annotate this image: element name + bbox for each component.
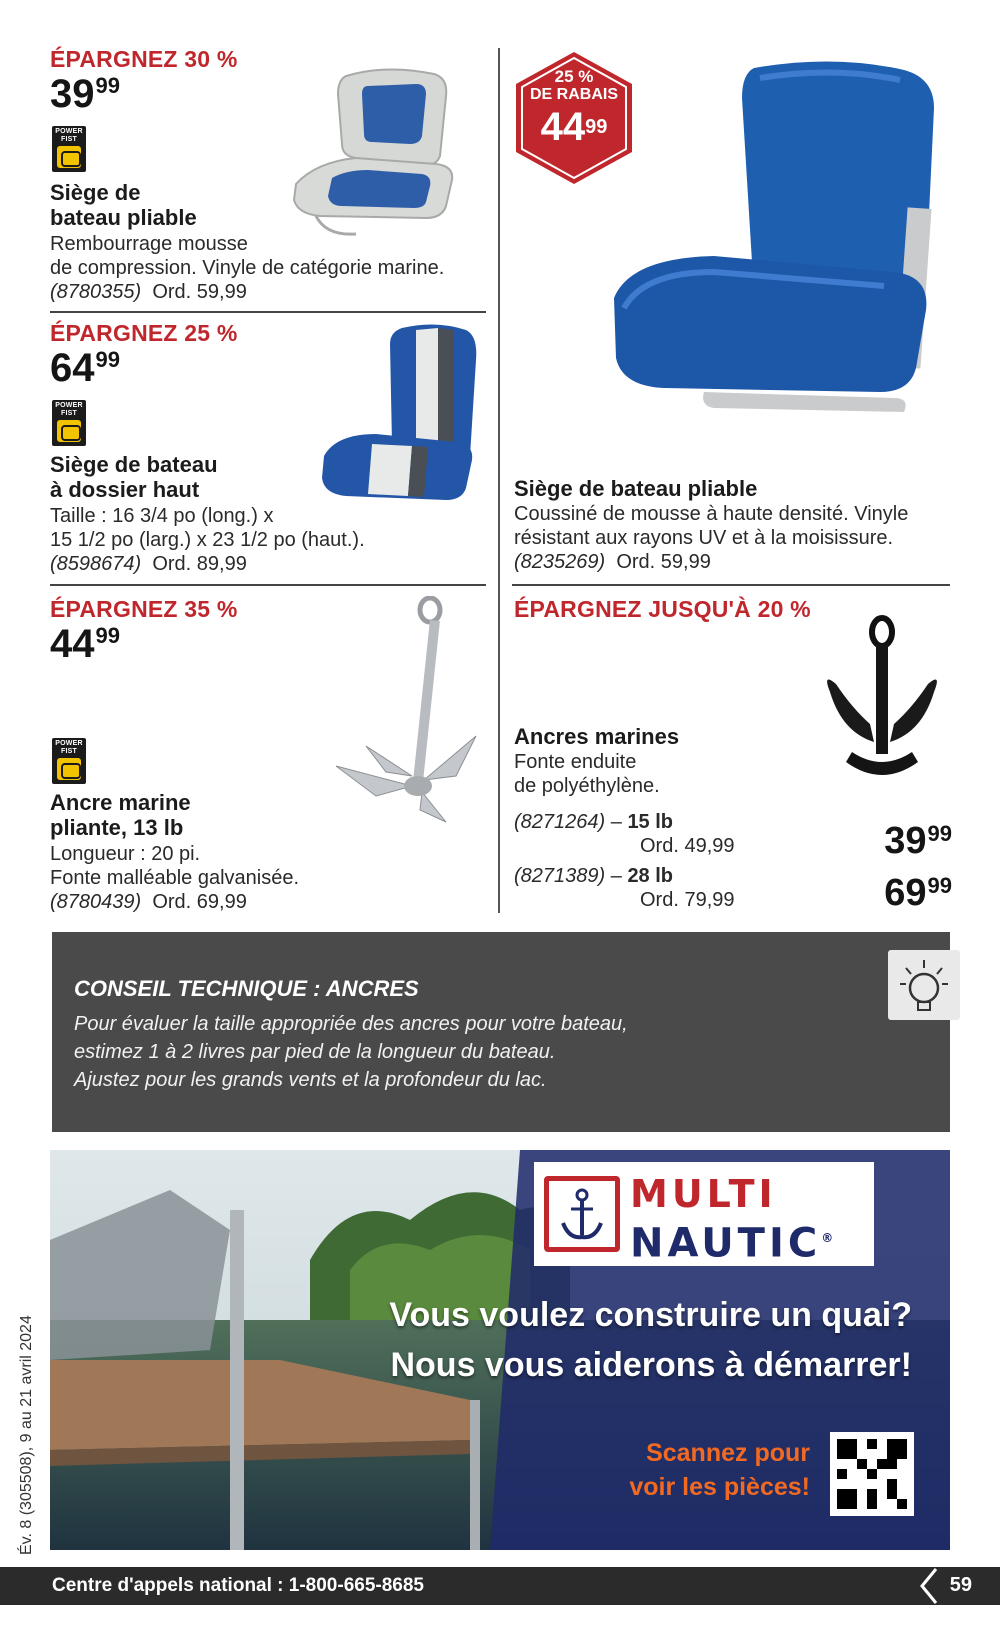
multi-nautic-logo [534,1162,874,1266]
chevron-left-icon [918,1567,940,1605]
product-description: Rembourrage mousse de compression. Vinyle de catégorie marine. (8780355) Ord. 59,99 [50,233,445,303]
savings-label: ÉPARGNEZ 30 % [50,46,238,72]
power-fist-logo: POWER FIST [52,738,86,784]
product-seat-folding-blue[interactable] [512,48,952,580]
tip-title: CONSEIL TECHNIQUE : ANCRES [74,976,419,1001]
product-description: Longueur : 20 pi. Fonte malléable galvanisée. (8780439) Ord. 69,99 [50,843,300,913]
product-description: Fonte enduite de polyéthylène. [514,751,660,797]
footer-bar [0,1567,1000,1605]
product-description: Coussiné de mousse à haute densité. Vinyle résistant aux rayons UV et à la moisissure. (8235269) Ord. 59,99 [514,503,909,573]
variant-size: 15 lb [627,811,674,833]
regular-price: Ord. 89,99 [152,553,247,575]
multi-nautic-banner[interactable] [50,1150,950,1550]
anchor-logo-icon [544,1176,620,1252]
row-divider-3 [512,584,950,586]
product-seat-high-back[interactable] [50,318,490,580]
logo-text: MULTI NAUTIC® [630,1172,838,1267]
sku: (8271389) [514,865,606,887]
product-name: Siège de bateau pliable [50,180,197,230]
savings-label: ÉPARGNEZ 25 % [50,320,238,346]
variant-row-15lb[interactable]: (8271264) – 15 lb Ord. 49,99 [514,810,954,858]
product-marine-anchors[interactable] [512,592,952,914]
boat-seat-high-back-image [316,320,484,510]
variant-price-28lb: $69^{99}$ [884,872,952,914]
sale-price: $39^{99}$ [50,72,120,116]
call-center-number[interactable]: Centre d'appels national : 1-800-665-8685 [52,1575,424,1596]
product-name: Ancres marines [514,724,680,749]
regular-price: Ord. 59,99 [616,551,711,573]
power-fist-logo: POWER FIST [52,400,86,446]
sku: (8598674) [50,553,142,575]
power-fist-logo: POWER FIST [52,126,86,172]
row-divider-2 [50,584,486,586]
product-name: Siège de bateau pliable [514,476,758,501]
page-number: 59 [949,1574,972,1596]
fist-icon [57,758,81,780]
boat-seat-blue-image [604,58,954,458]
folding-anchor-image [326,596,492,826]
fist-icon [57,420,81,442]
fist-icon [57,146,81,168]
column-divider [498,48,500,913]
scan-cta: Scannez pour voir les pièces! [629,1439,810,1501]
sale-price: $44^{99}$ [50,622,120,666]
row-divider-1 [50,311,486,313]
edition-note: Év. 8 (305508), 9 au 21 avril 2024 [18,1315,35,1555]
regular-price: Ord. 69,99 [152,891,247,913]
lightbulb-icon [888,950,960,1020]
discount-badge-text: 25 % DE RABAIS $44^{99}$ [529,67,618,149]
banner-headline: Vous voulez construire un quai? Nous vous aiderons à démarrer! [389,1296,912,1384]
regular-price: Ord. 49,99 [640,835,735,857]
qr-code[interactable] [830,1432,914,1516]
black-anchor-image [812,612,952,796]
regular-price: Ord. 79,99 [640,889,735,911]
product-name: Ancre marine pliante, 13 lb [50,790,191,840]
savings-label: ÉPARGNEZ 35 % [50,596,238,622]
sku: (8235269) [514,551,606,573]
boat-seat-gray-image [276,66,476,236]
sku: (8271264) [514,811,606,833]
sale-price: $64^{99}$ [50,346,120,390]
product-folding-anchor[interactable] [50,592,490,914]
sku: (8780439) [50,891,142,913]
product-description: Taille : 16 3/4 po (long.) x 15 1/2 po (larg.) x 23 1/2 po (haut.). (8598674) Ord. 89,99 [50,505,365,575]
product-seat-folding[interactable] [50,44,490,306]
sku: (8780355) [50,281,142,303]
variant-price-15lb: $39^{99}$ [884,820,952,862]
savings-label: ÉPARGNEZ JUSQU'À 20 % [514,596,811,622]
tip-body: Pour évaluer la taille appropriée des ancres pour votre bateau, estimez 1 à 2 livres par pied de la longueur du bateau. Ajustez pour les grands vents et la profondeur du lac. [74,1013,628,1091]
variant-size: 28 lb [627,865,674,887]
variant-row-28lb[interactable]: (8271389) – 28 lb Ord. 79,99 [514,864,954,912]
product-name: Siège de bateau à dossier haut [50,452,218,502]
regular-price: Ord. 59,99 [152,281,247,303]
technical-tip-box [52,932,950,1132]
